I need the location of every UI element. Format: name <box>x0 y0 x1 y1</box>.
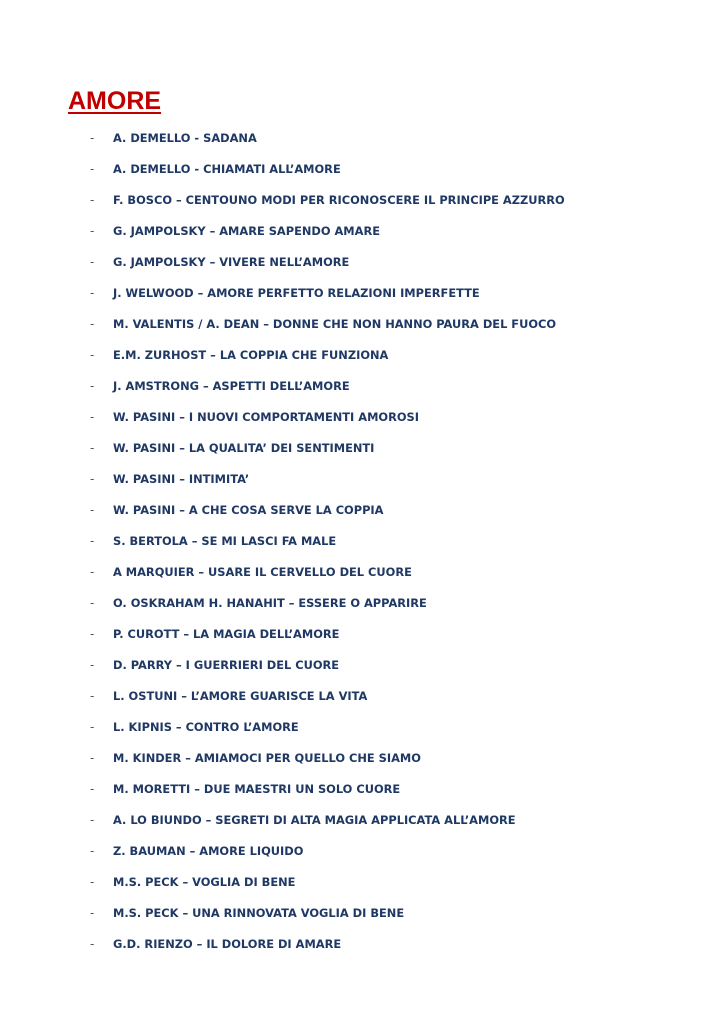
book-list <box>0 128 724 965</box>
book-entry: W. PASINI – INTIMITA’ <box>113 472 250 486</box>
list-bullet: - <box>90 503 95 517</box>
list-item <box>0 438 724 469</box>
book-entry: M.S. PECK – VOGLIA DI BENE <box>113 875 296 889</box>
book-entry: W. PASINI – A CHE COSA SERVE LA COPPIA <box>113 503 384 517</box>
list-bullet: - <box>90 906 95 920</box>
list-item <box>0 159 724 190</box>
book-entry: Z. BAUMAN – AMORE LIQUIDO <box>113 844 304 858</box>
list-bullet: - <box>90 751 95 765</box>
book-entry: A. DEMELLO - CHIAMATI ALL’AMORE <box>113 162 341 176</box>
book-entry: G. JAMPOLSKY – VIVERE NELL’AMORE <box>113 255 350 269</box>
book-entry: M. MORETTI – DUE MAESTRI UN SOLO CUORE <box>113 782 401 796</box>
list-item <box>0 655 724 686</box>
list-bullet: - <box>90 131 95 145</box>
list-bullet: - <box>90 937 95 951</box>
list-bullet: - <box>90 472 95 486</box>
list-bullet: - <box>90 813 95 827</box>
list-bullet: - <box>90 720 95 734</box>
list-item <box>0 128 724 159</box>
list-item <box>0 779 724 810</box>
book-entry: A. DEMELLO - SADANA <box>113 131 257 145</box>
book-entry: J. AMSTRONG – ASPETTI DELL’AMORE <box>113 379 350 393</box>
list-item <box>0 593 724 624</box>
list-bullet: - <box>90 782 95 796</box>
list-item <box>0 221 724 252</box>
list-bullet: - <box>90 875 95 889</box>
list-item <box>0 810 724 841</box>
list-item <box>0 283 724 314</box>
book-entry: E.M. ZURHOST – LA COPPIA CHE FUNZIONA <box>113 348 389 362</box>
list-bullet: - <box>90 844 95 858</box>
list-item <box>0 314 724 345</box>
list-item <box>0 717 724 748</box>
list-bullet: - <box>90 565 95 579</box>
list-bullet: - <box>90 689 95 703</box>
list-item <box>0 624 724 655</box>
list-item <box>0 531 724 562</box>
book-entry: F. BOSCO – CENTOUNO MODI PER RICONOSCERE IL PRINCIPE AZZURRO <box>113 193 565 207</box>
book-entry: S. BERTOLA – SE MI LASCI FA MALE <box>113 534 337 548</box>
list-item <box>0 376 724 407</box>
list-item <box>0 252 724 283</box>
book-entry: A MARQUIER – USARE IL CERVELLO DEL CUORE <box>113 565 412 579</box>
list-bullet: - <box>90 379 95 393</box>
list-bullet: - <box>90 410 95 424</box>
book-entry: O. OSKRAHAM H. HANAHIT – ESSERE O APPARIRE <box>113 596 427 610</box>
list-item <box>0 190 724 221</box>
list-item <box>0 872 724 903</box>
list-item <box>0 500 724 531</box>
list-item <box>0 407 724 438</box>
list-bullet: - <box>90 224 95 238</box>
book-entry: J. WELWOOD – AMORE PERFETTO RELAZIONI IMPERFETTE <box>113 286 480 300</box>
book-entry: M. KINDER – AMIAMOCI PER QUELLO CHE SIAMO <box>113 751 421 765</box>
list-item <box>0 841 724 872</box>
list-bullet: - <box>90 348 95 362</box>
page-title: AMORE <box>68 87 162 115</box>
list-item <box>0 748 724 779</box>
list-item <box>0 345 724 376</box>
list-item <box>0 469 724 500</box>
book-entry: W. PASINI – I NUOVI COMPORTAMENTI AMOROSI <box>113 410 419 424</box>
list-bullet: - <box>90 534 95 548</box>
list-bullet: - <box>90 193 95 207</box>
book-entry: M. VALENTIS / A. DEAN – DONNE CHE NON HANNO PAURA DEL FUOCO <box>113 317 557 331</box>
book-entry: G.D. RIENZO – IL DOLORE DI AMARE <box>113 937 342 951</box>
list-bullet: - <box>90 441 95 455</box>
list-bullet: - <box>90 596 95 610</box>
list-item <box>0 934 724 965</box>
book-entry: P. CUROTT – LA MAGIA DELL’AMORE <box>113 627 340 641</box>
list-bullet: - <box>90 627 95 641</box>
list-bullet: - <box>90 658 95 672</box>
book-entry: W. PASINI – LA QUALITA’ DEI SENTIMENTI <box>113 441 375 455</box>
list-item <box>0 562 724 593</box>
list-item <box>0 686 724 717</box>
book-entry: M.S. PECK – UNA RINNOVATA VOGLIA DI BENE <box>113 906 405 920</box>
list-item <box>0 903 724 934</box>
book-entry: L. OSTUNI – L’AMORE GUARISCE LA VITA <box>113 689 368 703</box>
list-bullet: - <box>90 162 95 176</box>
list-bullet: - <box>90 286 95 300</box>
list-bullet: - <box>90 255 95 269</box>
book-entry: D. PARRY – I GUERRIERI DEL CUORE <box>113 658 340 672</box>
book-entry: L. KIPNIS – CONTRO L’AMORE <box>113 720 299 734</box>
list-bullet: - <box>90 317 95 331</box>
book-entry: A. LO BIUNDO – SEGRETI DI ALTA MAGIA APPLICATA ALL’AMORE <box>113 813 516 827</box>
book-entry: G. JAMPOLSKY – AMARE SAPENDO AMARE <box>113 224 381 238</box>
